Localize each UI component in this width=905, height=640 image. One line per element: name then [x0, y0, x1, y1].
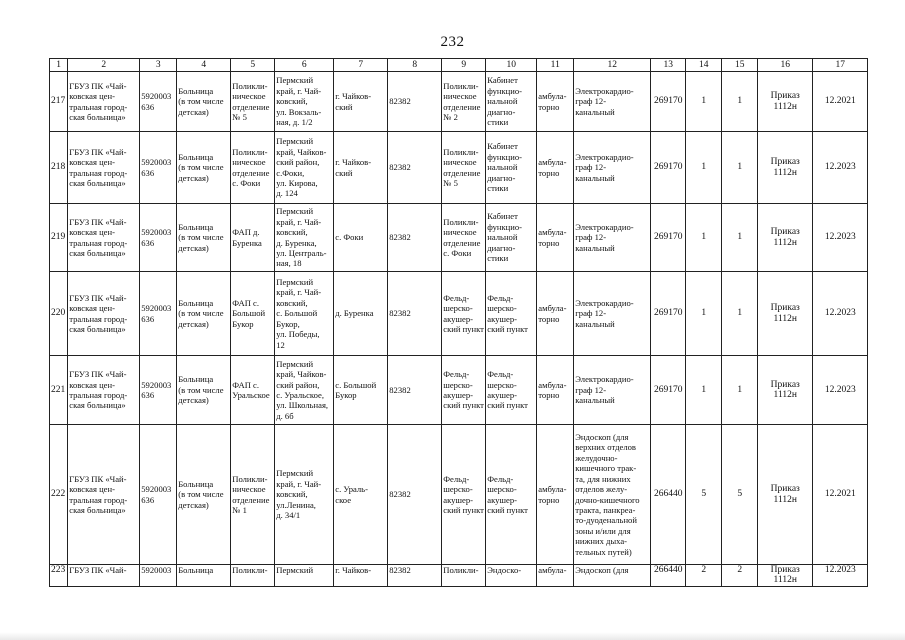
column-header: 1	[50, 59, 68, 72]
department-cell: Фельд- шерско- акушер- ский пункт	[442, 356, 486, 425]
date-cell: 12.2023	[813, 132, 868, 204]
row-number-cell: 217	[50, 72, 68, 132]
locality-cell: г. Чайков- ский	[334, 132, 388, 204]
locality-cell: с. Фоки	[334, 204, 388, 272]
column-header: 8	[388, 59, 442, 72]
address-cell: Пермский	[275, 565, 334, 587]
column-header: 3	[140, 59, 177, 72]
code-cell: 5920003 636	[140, 132, 177, 204]
scan-bottom-edge	[0, 632, 905, 640]
equipment-cell: Эндоскоп (для	[574, 565, 651, 587]
cabinet-cell: Фельд- шерско- акушер- ский пункт	[486, 425, 537, 565]
row-number-cell: 219	[50, 204, 68, 272]
address-cell: Пермский край, г. Чай- ковский, ул. Вокзаль- ная, д. 1/2	[275, 72, 334, 132]
date-cell: 12.2023	[813, 565, 868, 587]
cabinet-cell: Фельд- шерско- акушер- ский пункт	[486, 356, 537, 425]
oktmo-cell: 82382	[388, 272, 442, 356]
department-cell: Поликли-	[442, 565, 486, 587]
quantity-cell: 5	[722, 425, 758, 565]
code-cell: 5920003 636	[140, 204, 177, 272]
date-cell: 12.2021	[813, 72, 868, 132]
order-cell: Приказ 1112н	[758, 72, 813, 132]
order-cell: Приказ 1112н	[758, 356, 813, 425]
subdivision-cell: Поликли- ническое отделение с. Фоки	[231, 132, 275, 204]
facility-type-cell: Больница	[177, 565, 231, 587]
organization-cell: ГБУЗ ПК «Чай- ковская цен- тральная город- ская больница»	[68, 425, 140, 565]
oktmo-cell: 82382	[388, 565, 442, 587]
table-row	[50, 356, 868, 425]
code-number-cell: 269170	[651, 132, 686, 204]
equipment-cell: Электрокардио- граф 12- канальный	[574, 204, 651, 272]
order-cell: Приказ 1112н	[758, 132, 813, 204]
row-number-cell: 222	[50, 425, 68, 565]
facility-type-cell: Больница (в том числе детская)	[177, 132, 231, 204]
equipment-cell: Электрокардио- граф 12- канальный	[574, 132, 651, 204]
column-header: 2	[68, 59, 140, 72]
address-cell: Пермский край, Чайков- ский район, с. Уральское, ул. Школьная, д. 6б	[275, 356, 334, 425]
subdivision-cell: Поликли- ническое отделение № 5	[231, 72, 275, 132]
quantity-cell: 1	[686, 132, 722, 204]
code-number-cell: 266440	[651, 425, 686, 565]
code-cell: 5920003 636	[140, 425, 177, 565]
quantity-cell: 1	[722, 272, 758, 356]
date-cell: 12.2023	[813, 272, 868, 356]
quantity-cell: 1	[686, 204, 722, 272]
care-form-cell: амбула-	[537, 565, 574, 587]
cabinet-cell: Кабинет функцио- нальной диагно- стики	[486, 72, 537, 132]
cabinet-cell: Фельд- шерско- акушер- ский пункт	[486, 272, 537, 356]
subdivision-cell: ФАП с. Уральское	[231, 356, 275, 425]
care-form-cell: амбула- торно	[537, 132, 574, 204]
column-header: 17	[813, 59, 868, 72]
table-row	[50, 204, 868, 272]
oktmo-cell: 82382	[388, 72, 442, 132]
department-cell: Поликли- ническое отделение № 5	[442, 132, 486, 204]
quantity-cell: 1	[722, 204, 758, 272]
oktmo-cell: 82382	[388, 204, 442, 272]
header-row	[50, 59, 868, 72]
row-number-cell: 220	[50, 272, 68, 356]
row-number-cell: 221	[50, 356, 68, 425]
organization-cell: ГБУЗ ПК «Чай- ковская цен- тральная город- ская больница»	[68, 356, 140, 425]
locality-cell: с. Большой Букор	[334, 356, 388, 425]
code-number-cell: 269170	[651, 204, 686, 272]
care-form-cell: амбула- торно	[537, 272, 574, 356]
subdivision-cell: ФАП с. Большой Букор	[231, 272, 275, 356]
row-number-cell: 223	[50, 565, 68, 587]
column-header: 14	[686, 59, 722, 72]
equipment-cell: Электрокардио- граф 12- канальный	[574, 72, 651, 132]
care-form-cell: амбула- торно	[537, 72, 574, 132]
order-cell: Приказ 1112н	[758, 204, 813, 272]
column-header: 15	[722, 59, 758, 72]
facility-type-cell: Больница (в том числе детская)	[177, 204, 231, 272]
address-cell: Пермский край, Чайков- ский район, с.Фоки, ул. Кирова, д. 124	[275, 132, 334, 204]
department-cell: Фельд- шерско- акушер- ский пункт	[442, 425, 486, 565]
code-cell: 5920003 636	[140, 72, 177, 132]
table-row	[50, 72, 868, 132]
code-number-cell: 269170	[651, 272, 686, 356]
care-form-cell: амбула- торно	[537, 425, 574, 565]
address-cell: Пермский край, г. Чай- ковский, с. Большой Букор, ул. Победы, 12	[275, 272, 334, 356]
organization-cell: ГБУЗ ПК «Чай- ковская цен- тральная город- ская больница»	[68, 132, 140, 204]
facility-type-cell: Больница (в том числе детская)	[177, 425, 231, 565]
date-cell: 12.2021	[813, 425, 868, 565]
column-header: 9	[442, 59, 486, 72]
equipment-cell: Электрокардио- граф 12- канальный	[574, 356, 651, 425]
oktmo-cell: 82382	[388, 356, 442, 425]
row-number-cell: 218	[50, 132, 68, 204]
date-cell: 12.2023	[813, 356, 868, 425]
facility-type-cell: Больница (в том числе детская)	[177, 356, 231, 425]
equipment-cell: Эндоскоп (для верхних отделов желудочно- кишечного трак- та, для нижних отделов желу- дочно-кишечного тракта, панкреа- то-дуоденальной зоны и/или для нижних дыха- тельных путей)	[574, 425, 651, 565]
subdivision-cell: Поликли-	[231, 565, 275, 587]
oktmo-cell: 82382	[388, 425, 442, 565]
register-table	[49, 58, 868, 587]
address-cell: Пермский край, г. Чай- ковский, ул.Ленина, д. 34/1	[275, 425, 334, 565]
subdivision-cell: ФАП д. Буренка	[231, 204, 275, 272]
quantity-cell: 5	[686, 425, 722, 565]
cabinet-cell: Кабинет функцио- нальной диагно- стики	[486, 204, 537, 272]
table-row	[50, 565, 868, 587]
department-cell: Поликли- ническое отделение с. Фоки	[442, 204, 486, 272]
code-number-cell: 269170	[651, 356, 686, 425]
equipment-cell: Электрокардио- граф 12- канальный	[574, 272, 651, 356]
column-header: 11	[537, 59, 574, 72]
locality-cell: г. Чайков-	[334, 565, 388, 587]
organization-cell: ГБУЗ ПК «Чай- ковская цен- тральная город- ская больница»	[68, 204, 140, 272]
column-header: 5	[231, 59, 275, 72]
organization-cell: ГБУЗ ПК «Чай- ковская цен- тральная город- ская больница»	[68, 272, 140, 356]
table-row	[50, 132, 868, 204]
column-header: 12	[574, 59, 651, 72]
column-header: 10	[486, 59, 537, 72]
quantity-cell: 2	[686, 565, 722, 587]
locality-cell: д. Буренка	[334, 272, 388, 356]
column-header: 4	[177, 59, 231, 72]
locality-cell: г. Чайков- ский	[334, 72, 388, 132]
locality-cell: с. Ураль- ское	[334, 425, 388, 565]
organization-cell: ГБУЗ ПК «Чай- ковская цен- тральная город- ская больница»	[68, 72, 140, 132]
subdivision-cell: Поликли- ническое отделение № 1	[231, 425, 275, 565]
quantity-cell: 1	[686, 356, 722, 425]
department-cell: Поликли- ническое отделение № 2	[442, 72, 486, 132]
care-form-cell: амбула- торно	[537, 356, 574, 425]
column-header: 7	[334, 59, 388, 72]
column-header: 13	[651, 59, 686, 72]
table-row	[50, 272, 868, 356]
quantity-cell: 1	[686, 72, 722, 132]
cabinet-cell: Кабинет функцио- нальной диагно- стики	[486, 132, 537, 204]
quantity-cell: 2	[722, 565, 758, 587]
table-row	[50, 425, 868, 565]
quantity-cell: 1	[722, 72, 758, 132]
quantity-cell: 1	[722, 356, 758, 425]
code-number-cell: 266440	[651, 565, 686, 587]
address-cell: Пермский край, г. Чай- ковский, д. Буренка, ул. Централь- ная, 18	[275, 204, 334, 272]
cabinet-cell: Эндоско-	[486, 565, 537, 587]
register-table-container	[49, 58, 868, 587]
department-cell: Фельд- шерско- акушер- ский пункт	[442, 272, 486, 356]
code-cell: 5920003 636	[140, 272, 177, 356]
order-cell: Приказ 1112н	[758, 425, 813, 565]
facility-type-cell: Больница (в том числе детская)	[177, 72, 231, 132]
code-number-cell: 269170	[651, 72, 686, 132]
facility-type-cell: Больница (в том числе детская)	[177, 272, 231, 356]
date-cell: 12.2023	[813, 204, 868, 272]
care-form-cell: амбула- торно	[537, 204, 574, 272]
oktmo-cell: 82382	[388, 132, 442, 204]
quantity-cell: 1	[686, 272, 722, 356]
order-cell: Приказ 1112н	[758, 565, 813, 587]
page-number: 232	[440, 34, 465, 50]
organization-cell: ГБУЗ ПК «Чай-	[68, 565, 140, 587]
code-cell: 5920003 636	[140, 356, 177, 425]
column-header: 16	[758, 59, 813, 72]
code-cell: 5920003	[140, 565, 177, 587]
column-header: 6	[275, 59, 334, 72]
quantity-cell: 1	[722, 132, 758, 204]
order-cell: Приказ 1112н	[758, 272, 813, 356]
